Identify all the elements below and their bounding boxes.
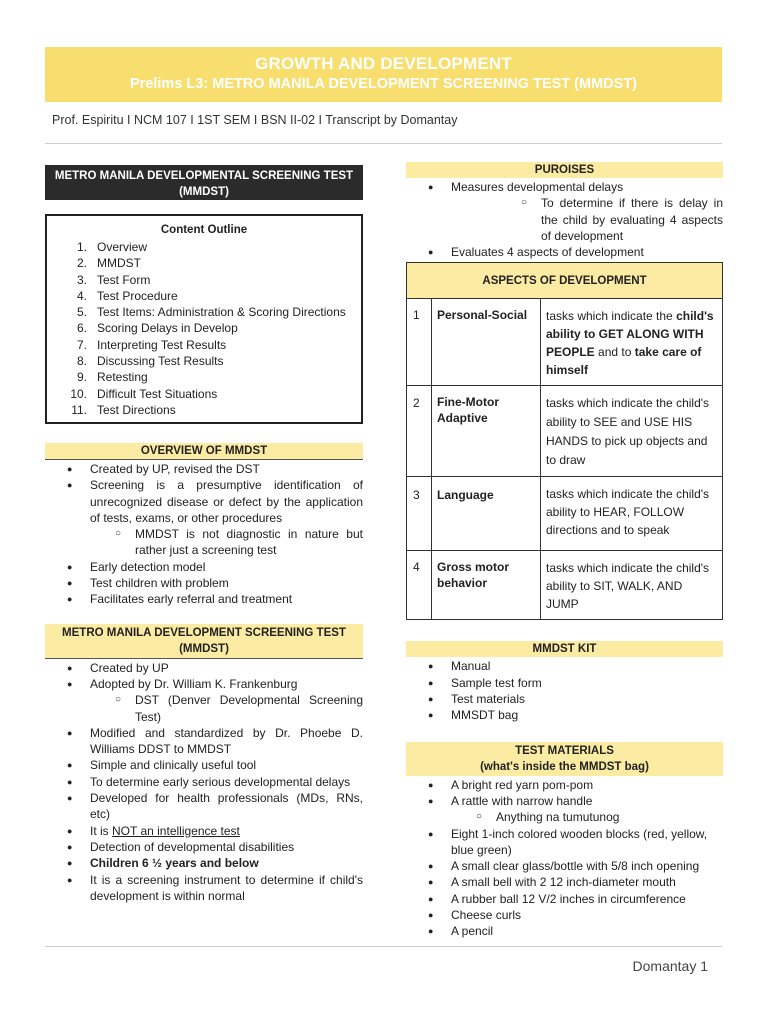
outline-num: 5. — [76, 305, 87, 320]
outline-item — [57, 353, 351, 369]
outline-item — [57, 239, 351, 255]
outline-num: 2. — [76, 256, 87, 271]
footer-divider — [45, 946, 722, 947]
right-column — [406, 162, 723, 940]
list-item-text: It is — [90, 823, 113, 838]
list-item: ● A small clear glass/bottle with 5/8 inch opening — [406, 858, 723, 874]
desc-text: and to — [594, 345, 635, 360]
purposes-list — [406, 179, 723, 260]
purposes-heading: PUROISES — [406, 162, 723, 178]
materials-title: TEST MATERIALS — [515, 744, 614, 757]
list-item: ● Cheese curls — [406, 907, 723, 923]
list-item: ● A bright red yarn pom-pom — [406, 777, 723, 793]
sub-list — [90, 692, 363, 725]
aspect-name: Fine-Motor Adaptive — [432, 386, 541, 477]
desc-bold: take care of himself — [546, 345, 702, 378]
aspect-num: 3 — [407, 477, 432, 551]
outline-item — [57, 402, 351, 418]
aspects-heading: ASPECTS OF DEVELOPMENT — [407, 263, 723, 299]
materials-subtitle: (what's inside the MMDST bag) — [480, 760, 649, 773]
underlined-text: NOT an intelligence test — [112, 823, 240, 838]
aspect-desc: tasks which indicate the child's ability to SIT, WALK, AND JUMP — [541, 551, 723, 620]
page-footer: Domantay 1 — [632, 958, 708, 974]
list-item: ● Sample test form — [406, 675, 723, 691]
list-item-text: Measures developmental delays — [451, 180, 624, 194]
table-row — [407, 477, 723, 551]
kit-list — [406, 658, 723, 723]
overview-section — [45, 443, 363, 608]
materials-heading — [406, 742, 723, 776]
outline-num: 1. — [76, 240, 87, 254]
list-item: ● Eight 1-inch colored wooden blocks (red, yellow, blue green) — [406, 826, 723, 859]
sub-list — [90, 526, 363, 559]
desc-bold: child's ability to GET ALONG WITH PEOPLE — [546, 309, 714, 360]
outline-label: Test Form — [97, 272, 151, 287]
aspect-num: 4 — [407, 551, 432, 620]
aspect-desc — [541, 299, 723, 386]
list-item: ● Evaluates 4 aspects of development — [406, 244, 723, 260]
outline-num: 9. — [76, 370, 87, 385]
mmdst-section — [45, 624, 363, 904]
outline-item — [57, 320, 351, 336]
outline-item — [57, 337, 351, 353]
outline-label: Difficult Test Situations — [97, 386, 218, 401]
aspect-num: 2 — [407, 386, 432, 477]
header-divider — [45, 143, 722, 144]
left-column — [45, 165, 363, 904]
sub-list-item: ○ MMDST is not diagnostic in nature but rather just a screening test — [90, 526, 363, 559]
list-item — [406, 793, 723, 826]
outline-item — [57, 386, 351, 402]
materials-section — [406, 742, 723, 940]
kit-heading: MMDST KIT — [406, 641, 723, 657]
mmdst-list — [45, 660, 363, 904]
materials-list — [406, 777, 723, 940]
outline-label: Overview — [97, 240, 148, 254]
sub-list-item: ○ DST (Denver Developmental Screening Test) — [90, 692, 363, 725]
aspect-name: Gross motor behavior — [432, 551, 541, 620]
outline-title: Content Outline — [160, 224, 248, 236]
list-item: ● Created by UP — [45, 660, 363, 676]
outline-item — [57, 369, 351, 385]
sub-list-item: ○ Anything na tumutunog — [451, 809, 723, 825]
list-item — [45, 823, 363, 839]
table-row — [407, 299, 723, 386]
outline-num: 7. — [76, 337, 87, 352]
aspect-name: Language — [432, 477, 541, 551]
outline-label: Test Directions — [97, 402, 176, 417]
purposes-section — [406, 162, 723, 260]
outline-label: Retesting — [97, 370, 148, 385]
outline-label: Discussing Test Results — [97, 354, 224, 369]
list-item — [406, 179, 723, 244]
mmdst-heading: METRO MANILA DEVELOPMENT SCREENING TEST (MMDST) — [45, 624, 363, 659]
overview-heading: OVERVIEW OF MMDST — [45, 443, 363, 460]
list-item: ● Simple and clinically useful tool — [45, 757, 363, 773]
outline-label: Test Procedure — [97, 288, 178, 303]
list-item — [45, 477, 363, 558]
list-item: ● Manual — [406, 658, 723, 674]
outline-label: MMDST — [97, 256, 141, 271]
list-item: ● A rubber ball 12 V/2 inches in circumference — [406, 891, 723, 907]
list-item: ● Facilitates early referral and treatment — [45, 591, 363, 607]
outline-item — [57, 304, 351, 320]
list-item-text: Adopted by Dr. William K. Frankenburg — [90, 676, 298, 691]
table-row — [407, 386, 723, 477]
list-item: ● To determine early serious developmental delays — [45, 774, 363, 790]
outline-item — [57, 272, 351, 288]
content-outline — [45, 214, 363, 424]
list-item: ● Early detection model — [45, 559, 363, 575]
list-item-text: A rattle with narrow handle — [451, 793, 593, 808]
list-item: ● Modified and standardized by Dr. Phoebe D. Williams DDST to MMDST — [45, 725, 363, 758]
list-item: ● A pencil — [406, 923, 723, 939]
outline-num: 10. — [70, 386, 87, 401]
outline-num: 6. — [76, 321, 87, 336]
doc-title: GROWTH AND DEVELOPMENT — [255, 54, 512, 73]
outline-list — [57, 239, 351, 418]
kit-section — [406, 641, 723, 723]
list-item: ● It is a screening instrument to determine if child's development is within normal — [45, 872, 363, 905]
aspect-num: 1 — [407, 299, 432, 386]
aspect-desc: tasks which indicate the child's ability to SEE and USE HIS HANDS to pick up objects and to draw — [541, 386, 723, 477]
list-item: ● Detection of developmental disabilities — [45, 839, 363, 855]
outline-num: 3. — [76, 272, 87, 287]
outline-label: Scoring Delays in Develop — [97, 321, 238, 336]
outline-item — [57, 255, 351, 271]
outline-num: 11. — [71, 402, 87, 417]
doc-subtitle: Prelims L3: METRO MANILA DEVELOPMENT SCREENING TEST (MMDST) — [130, 76, 637, 92]
list-item: ● Test materials — [406, 691, 723, 707]
outline-label: Test Items: Administration & Scoring Directions — [97, 305, 346, 320]
title-banner — [45, 47, 722, 102]
list-item-text: Screening is a presumptive identification of unrecognized disease or defect by the application of tests, exams, or other procedures — [90, 478, 363, 525]
desc-text: tasks which indicate the — [546, 309, 677, 324]
main-heading: METRO MANILA DEVELOPMENTAL SCREENING TEST (MMDST) — [45, 165, 363, 200]
list-item: ● Developed for health professionals (MDs, RNs, etc) — [45, 790, 363, 823]
outline-label: Interpreting Test Results — [97, 337, 227, 352]
aspect-name: Personal-Social — [432, 299, 541, 386]
outline-num: 8. — [76, 354, 87, 369]
list-item: ● A small bell with 2 12 inch-diameter mouth — [406, 874, 723, 890]
sub-list-item: ○ To determine if there is delay in the child by evaluating 4 aspects of development — [496, 195, 723, 244]
outline-item — [57, 288, 351, 304]
list-item: ● MMSDT bag — [406, 707, 723, 723]
byline: Prof. Espiritu I NCM 107 I 1ST SEM I BSN II-02 I Transcript by Domantay — [52, 113, 458, 127]
overview-list — [45, 461, 363, 608]
list-item: ● Children 6 ½ years and below — [45, 855, 363, 871]
aspect-desc: tasks which indicate the child's ability to HEAR, FOLLOW directions and to speak — [541, 477, 723, 551]
outline-num: 4. — [76, 288, 87, 303]
table-row — [407, 551, 723, 620]
list-item: ● Created by UP, revised the DST — [45, 461, 363, 477]
sub-list — [451, 195, 723, 244]
list-item — [45, 676, 363, 725]
aspects-table — [406, 262, 723, 620]
sub-list — [451, 809, 723, 825]
list-item: ● Test children with problem — [45, 575, 363, 591]
